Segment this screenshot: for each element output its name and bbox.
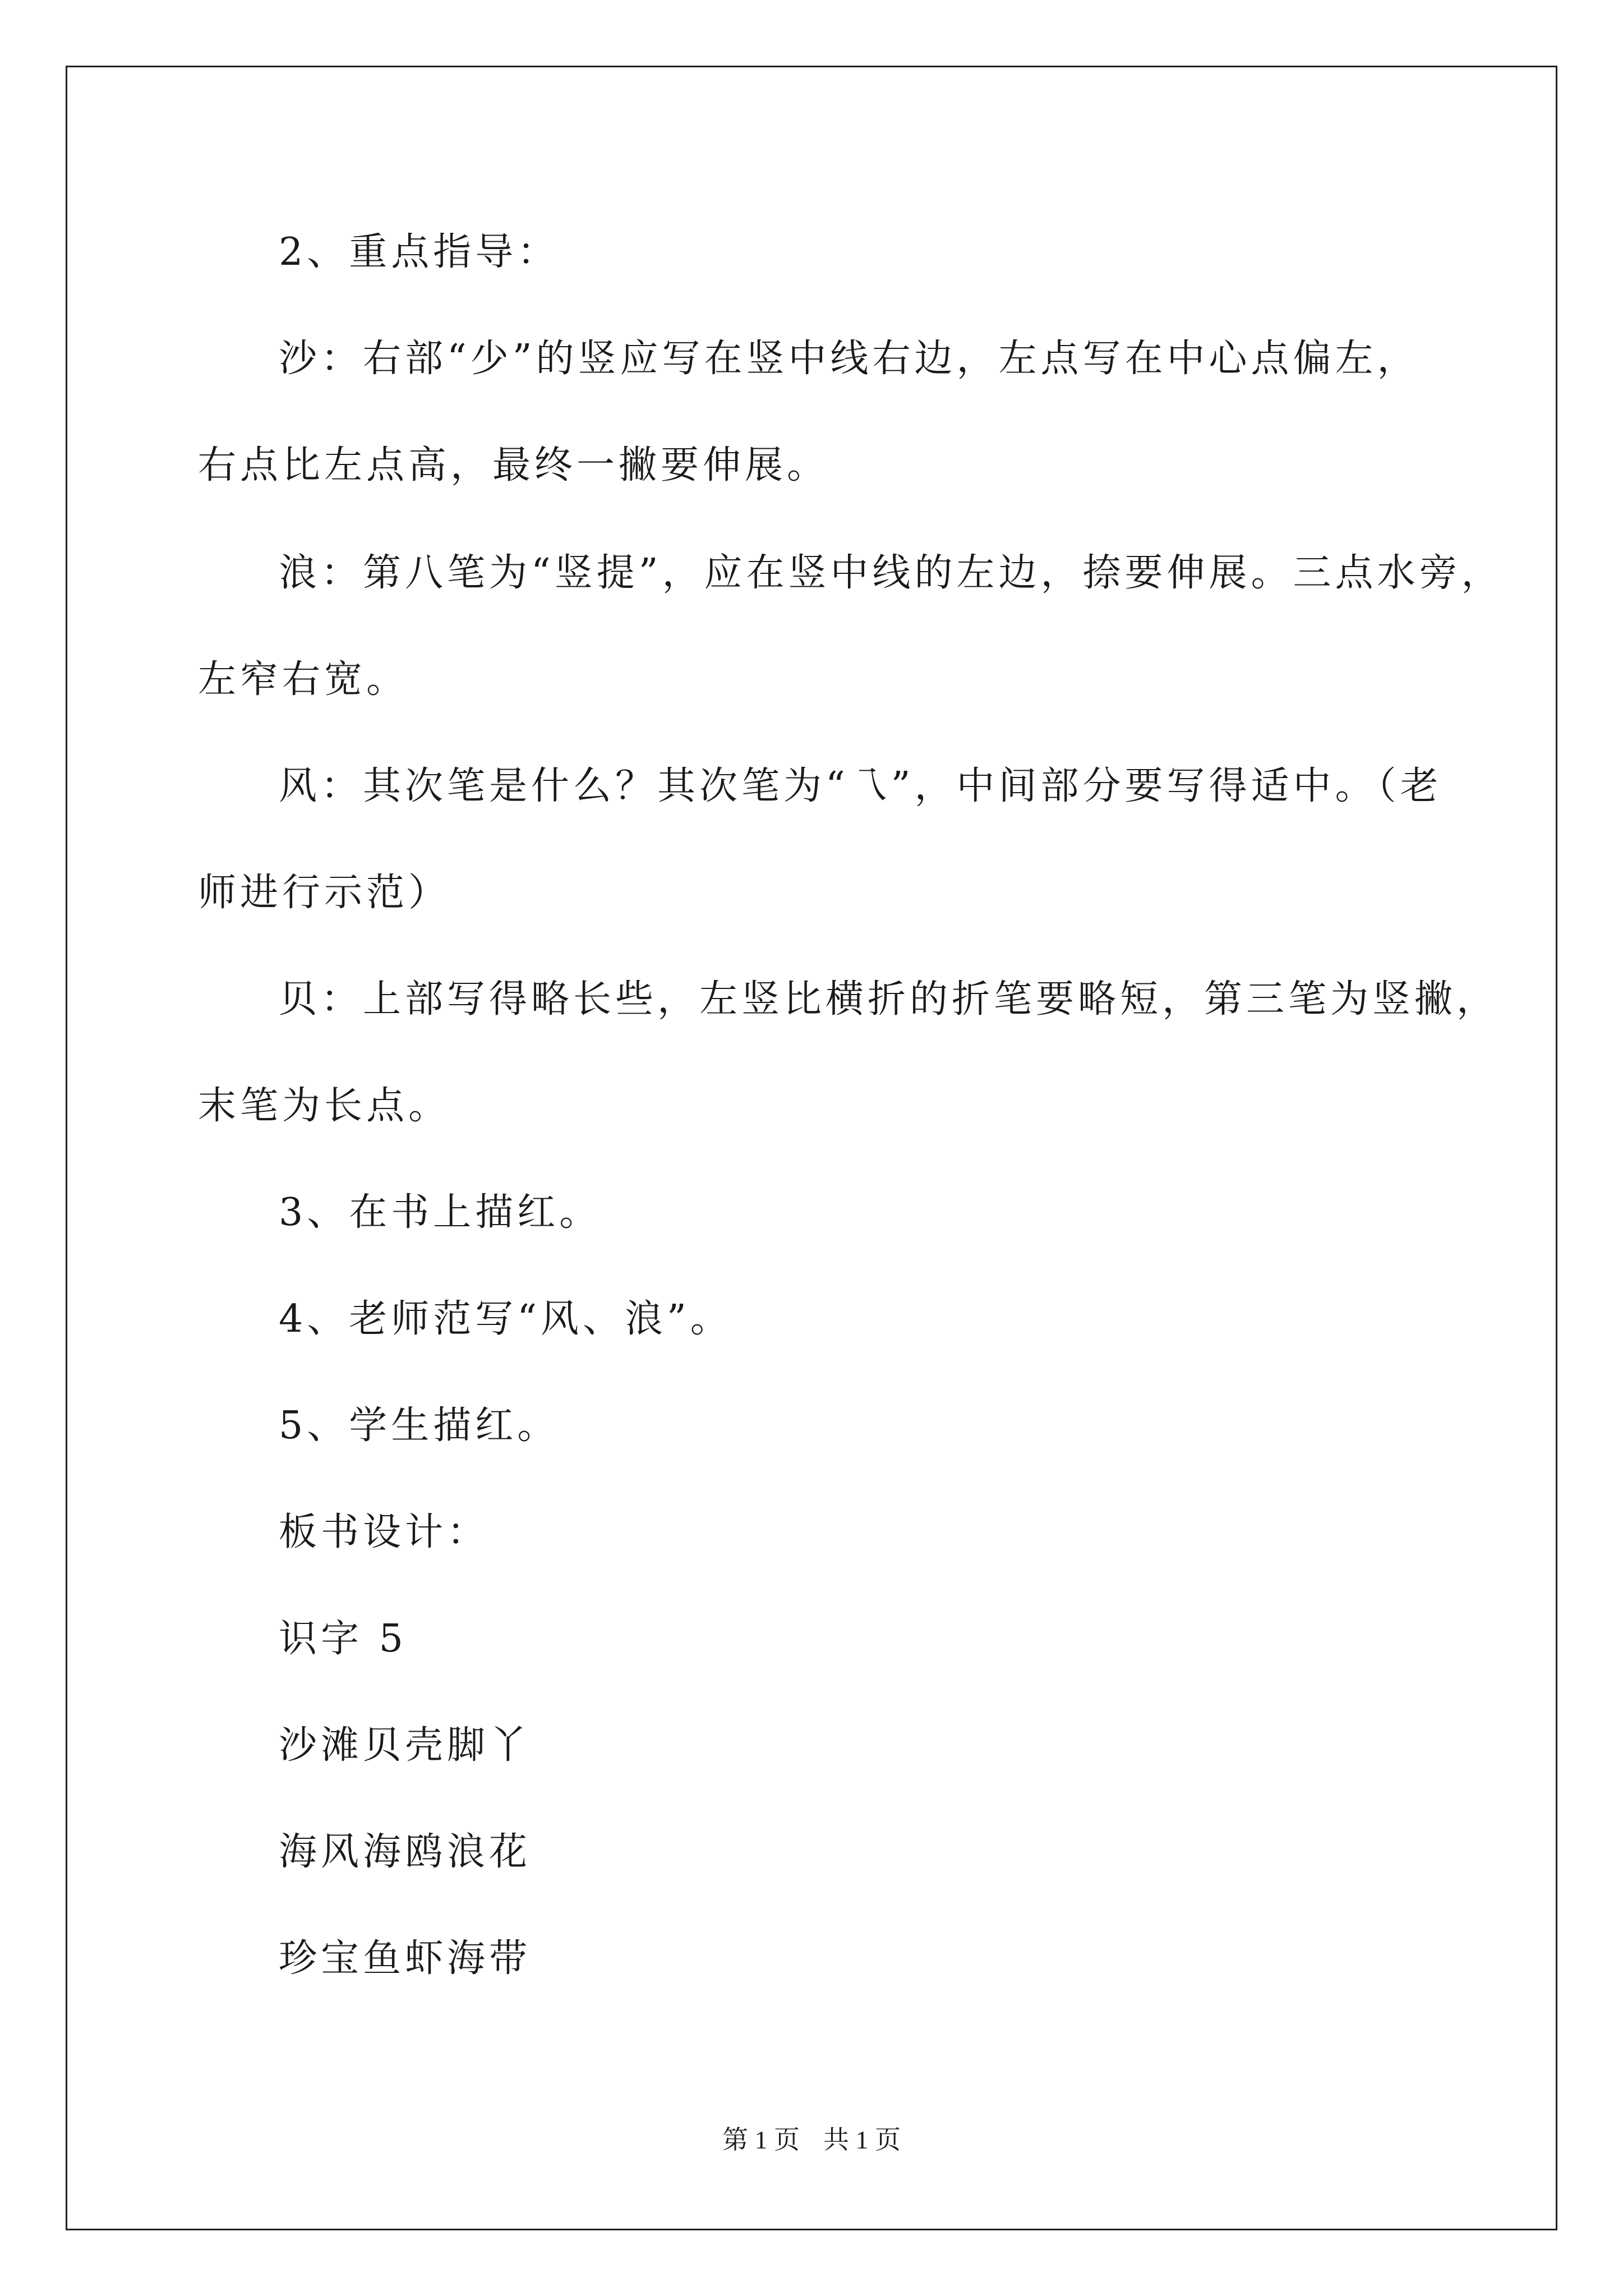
board-word-row: 海风海鸥浪花 — [279, 1830, 532, 1874]
paragraph-line: 末笔为长点。 — [198, 1084, 451, 1128]
page-footer — [0, 2124, 1623, 2156]
paragraph-line: 左窄右宽。 — [198, 657, 409, 702]
paragraph-line: 3、在书上描红。 — [279, 1190, 602, 1235]
page-border — [66, 66, 1557, 2230]
paragraph-line: 右点比左点高，最终一撇要伸展。 — [198, 443, 829, 487]
board-word-row: 珍宝鱼虾海带 — [279, 1936, 532, 1981]
board-word-row: 沙滩贝壳脚丫 — [279, 1723, 532, 1768]
paragraph-line: 4、老师范写“风、浪”。 — [279, 1297, 732, 1341]
paragraph-line: 贝：上部写得略长些，左竖比横折的折笔要略短，第三笔为竖撇， — [279, 977, 1499, 1022]
paragraph-heading: 2、重点指导： — [279, 230, 560, 274]
paragraph-line: 浪：第八笔为“竖提”，应在竖中线的左边，捺要伸展。三点水旁， — [279, 551, 1504, 595]
paragraph-line: 风：其次笔是什么？其次笔为“乁”，中间部分要写得适中。（老 — [279, 764, 1442, 808]
board-title: 识字 5 — [279, 1617, 407, 1661]
paragraph-line: 师进行示范） — [198, 871, 451, 915]
page-total: 共 1 页 — [823, 2125, 901, 2154]
page-number: 第 1 页 — [722, 2125, 800, 2154]
paragraph-line: 5、学生描红。 — [279, 1404, 560, 1448]
board-design-heading: 板书设计： — [279, 1510, 490, 1554]
paragraph-line: 沙：右部“少”的竖应写在竖中线右边，左点写在中心点偏左， — [279, 337, 1419, 381]
